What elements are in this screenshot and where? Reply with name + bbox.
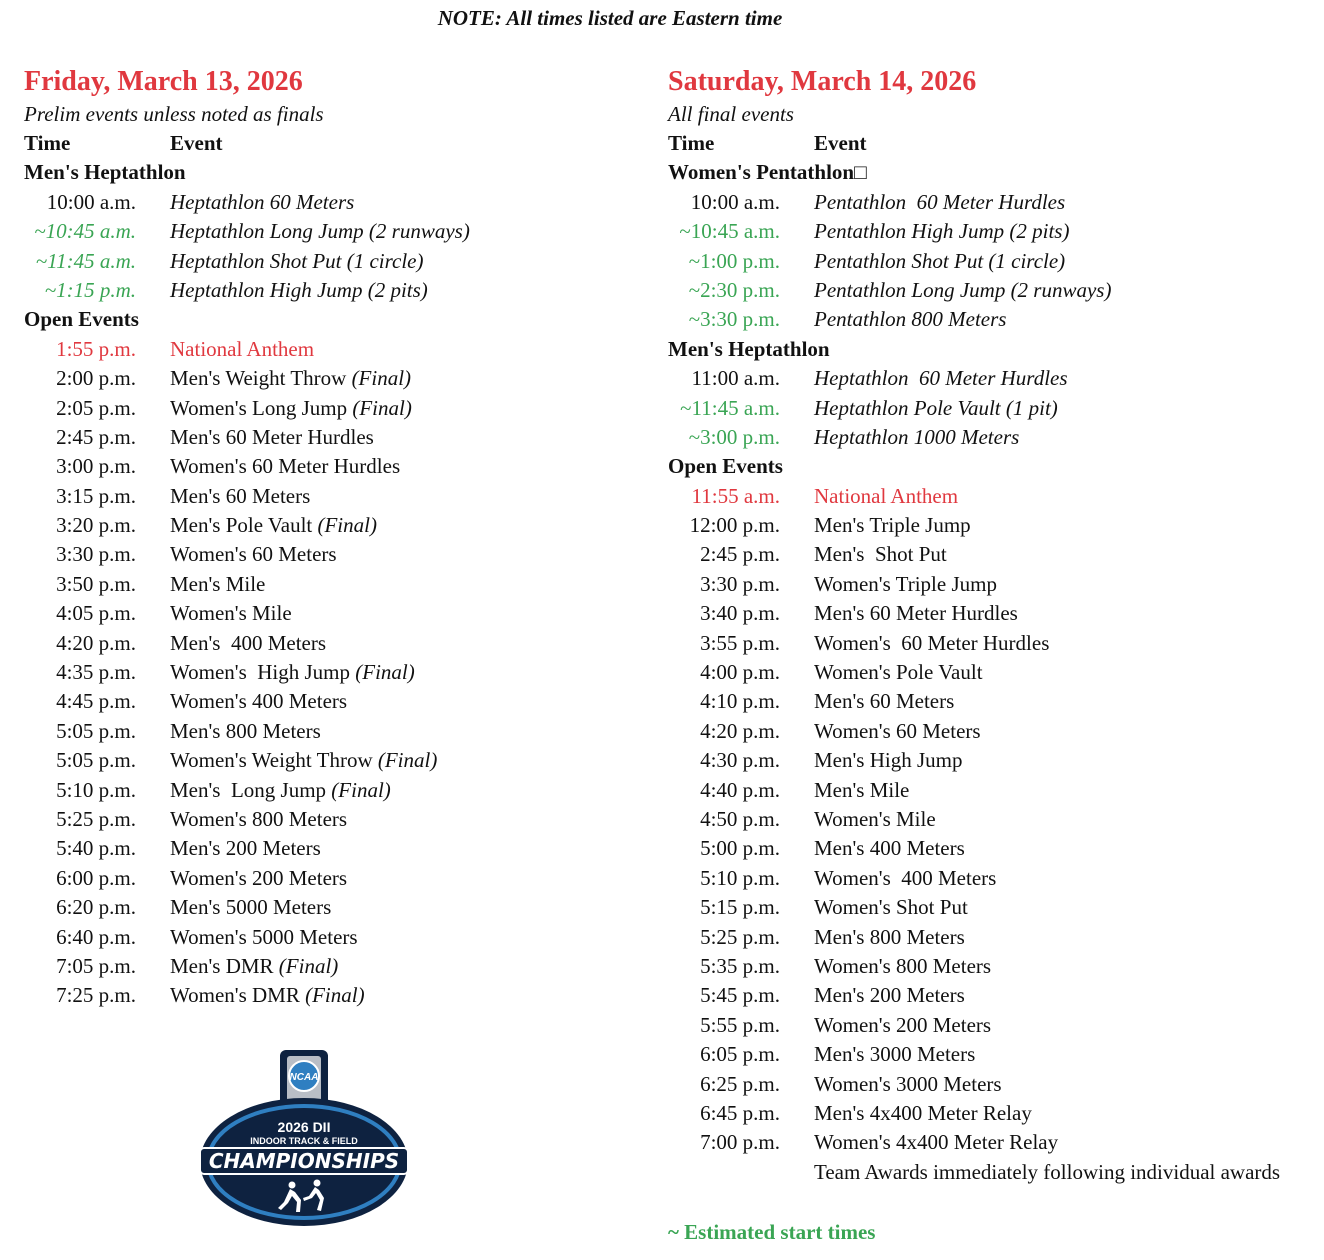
event-time: 5:35 p.m. (700, 953, 780, 978)
schedule-row (668, 482, 1318, 511)
event-title: Pentathlon 800 Meters (814, 307, 1007, 332)
event-name (814, 952, 991, 981)
schedule-row (24, 217, 624, 246)
schedule-row (668, 1158, 1318, 1187)
event-time: 3:30 p.m. (700, 571, 780, 596)
friday-event-list (24, 158, 624, 1010)
event-name (814, 981, 965, 1010)
event-title: Women's Pole Vault (814, 660, 983, 685)
event-time: ~1:00 p.m. (688, 248, 780, 273)
schedule-row (668, 1040, 1318, 1069)
event-title: Women's 400 Meters (814, 865, 997, 890)
event-time: 4:10 p.m. (700, 689, 780, 714)
event-name (814, 511, 971, 540)
event-title: National Anthem (814, 483, 959, 508)
event-time: 5:15 p.m. (700, 895, 780, 920)
schedule-row (668, 834, 1318, 863)
schedule-row (668, 629, 1318, 658)
schedule-row (24, 570, 624, 599)
event-time: 4:05 p.m. (56, 601, 136, 626)
friday-schedule (24, 64, 624, 1011)
saturday-schedule (668, 64, 1318, 1187)
schedule-row (668, 1099, 1318, 1128)
final-label: (Final) (278, 953, 339, 978)
schedule-row (24, 394, 624, 423)
schedule-row (668, 247, 1318, 276)
event-name (170, 687, 347, 716)
event-title: Women's 60 Meter Hurdles (814, 630, 1050, 655)
schedule-row (668, 658, 1318, 687)
event-title: Men's 60 Meter Hurdles (170, 424, 374, 449)
event-title: Men's Weight Throw (170, 366, 347, 391)
schedule-row (668, 217, 1318, 246)
event-name (170, 923, 358, 952)
event-time: 5:05 p.m. (56, 748, 136, 773)
schedule-row (668, 1011, 1318, 1040)
time-header: Time (24, 131, 71, 155)
event-title: Men's 4x400 Meter Relay (814, 1100, 1032, 1125)
schedule-row (24, 540, 624, 569)
event-name (170, 629, 326, 658)
schedule-row (668, 687, 1318, 716)
event-name (170, 658, 415, 687)
event-title: Heptathlon Long Jump (2 runways) (170, 219, 470, 244)
final-label: (Final) (351, 366, 412, 391)
event-name (814, 746, 962, 775)
event-title: Heptathlon 1000 Meters (814, 424, 1020, 449)
schedule-row (24, 247, 624, 276)
event-title: Women's 60 Meters (170, 542, 337, 567)
event-name (814, 1099, 1032, 1128)
schedule-row (668, 1128, 1318, 1157)
event-time: ~10:45 a.m. (679, 219, 780, 244)
event-time: 2:45 p.m. (56, 424, 136, 449)
event-name (814, 540, 947, 569)
schedule-row (668, 188, 1318, 217)
event-name (170, 452, 400, 481)
event-title: Heptathlon Shot Put (1 circle) (170, 248, 424, 273)
event-time: ~3:00 p.m. (688, 424, 780, 449)
schedule-row (668, 305, 1318, 334)
event-time: 2:00 p.m. (56, 366, 136, 391)
event-time (668, 1158, 814, 1187)
event-time: 6:00 p.m. (56, 865, 136, 890)
final-label: (Final) (355, 660, 415, 685)
event-time: 4:20 p.m. (56, 630, 136, 655)
event-title: Men's 200 Meters (170, 836, 321, 861)
event-title: Men's 60 Meters (814, 689, 955, 714)
schedule-row (668, 394, 1318, 423)
event-title: Women's Mile (170, 601, 292, 626)
event-title: Women's Triple Jump (814, 571, 997, 596)
event-name (170, 570, 265, 599)
event-name (170, 394, 412, 423)
event-time: 7:25 p.m. (56, 983, 136, 1008)
event-name (170, 217, 470, 246)
schedule-row (24, 834, 624, 863)
event-time: 2:05 p.m. (56, 395, 136, 420)
event-name (170, 540, 337, 569)
event-title: Men's DMR (170, 953, 274, 978)
event-name (814, 717, 981, 746)
event-time: 2:45 p.m. (700, 542, 780, 567)
event-title: Women's Long Jump (170, 395, 348, 420)
schedule-row (24, 423, 624, 452)
event-time: 11:55 a.m. (691, 483, 780, 508)
schedule-row (668, 364, 1318, 393)
final-label: (Final) (331, 777, 391, 802)
event-time: 5:45 p.m. (700, 983, 780, 1008)
event-name (814, 364, 1068, 393)
logo-subtitle-text: INDOOR TRACK & FIELD (250, 1136, 358, 1146)
event-title: Men's Triple Jump (814, 513, 971, 538)
saturday-title: Saturday, March 14, 2026 (668, 66, 977, 97)
schedule-row (24, 364, 624, 393)
event-title: Men's Long Jump (170, 777, 327, 802)
event-name (170, 893, 331, 922)
schedule-row (24, 717, 624, 746)
event-title: Men's 400 Meters (814, 836, 965, 861)
event-time: 4:40 p.m. (700, 777, 780, 802)
event-title: Women's 60 Meter Hurdles (170, 454, 401, 479)
event-name (814, 1128, 1058, 1157)
event-time: 4:35 p.m. (56, 660, 136, 685)
event-time: 5:10 p.m. (700, 865, 780, 890)
event-name (814, 570, 997, 599)
final-label: (Final) (377, 748, 438, 773)
event-header: Event (170, 131, 223, 155)
schedule-row (24, 452, 624, 481)
event-name (814, 658, 983, 687)
event-name (814, 776, 909, 805)
event-title: Women's Mile (814, 806, 936, 831)
schedule-row (668, 276, 1318, 305)
event-time: 4:50 p.m. (700, 806, 780, 831)
event-title: Women's 4x400 Meter Relay (814, 1130, 1059, 1155)
event-header: Event (814, 131, 867, 155)
schedule-row (668, 776, 1318, 805)
schedule-row (668, 717, 1318, 746)
schedule-row (24, 952, 624, 981)
event-time: 6:45 p.m. (700, 1100, 780, 1125)
schedule-row (668, 981, 1318, 1010)
schedule-row (668, 893, 1318, 922)
event-name (814, 423, 1019, 452)
schedule-row (24, 335, 624, 364)
event-time: 5:05 p.m. (56, 718, 136, 743)
event-name (170, 335, 314, 364)
event-name (814, 217, 1069, 246)
schedule-row (24, 776, 624, 805)
saturday-event-list (668, 158, 1318, 1187)
event-title: Women's 800 Meters (814, 953, 992, 978)
schedule-row (24, 599, 624, 628)
schedule-row (24, 746, 624, 775)
event-name (814, 599, 1018, 628)
championships-logo (196, 1046, 412, 1236)
final-label: (Final) (317, 513, 377, 538)
event-time: 3:30 p.m. (56, 542, 136, 567)
event-time: 7:00 p.m. (700, 1130, 780, 1155)
section-heading: Open Events (24, 307, 139, 332)
event-time: 5:55 p.m. (700, 1012, 780, 1037)
event-title: Women's Weight Throw (170, 748, 373, 773)
event-name (814, 188, 1065, 217)
schedule-row (24, 805, 624, 834)
schedule-row (668, 423, 1318, 452)
event-time: 6:20 p.m. (56, 895, 136, 920)
event-name (814, 1011, 991, 1040)
event-title: Men's Shot Put (814, 542, 947, 567)
event-title: Women's 5000 Meters (170, 924, 358, 949)
event-title: Men's 5000 Meters (170, 895, 332, 920)
event-title: Men's 800 Meters (170, 718, 321, 743)
event-name (170, 188, 354, 217)
event-name (170, 952, 338, 981)
event-name (170, 364, 411, 393)
logo-championships-text: CHAMPIONSHIPS (208, 1149, 400, 1173)
event-time: 4:00 p.m. (700, 660, 780, 685)
event-time: 5:40 p.m. (56, 836, 136, 861)
event-name (170, 776, 391, 805)
saturday-subtitle: All final events (668, 102, 794, 126)
event-name (170, 599, 292, 628)
friday-subtitle: Prelim events unless noted as finals (24, 102, 324, 126)
time-header: Time (668, 131, 715, 155)
event-title: Heptathlon 60 Meter Hurdles (814, 366, 1068, 391)
event-time: 3:50 p.m. (56, 571, 136, 596)
event-name (814, 394, 1058, 423)
event-title: Men's Mile (170, 571, 266, 596)
section-heading: Open Events (668, 454, 783, 479)
event-name (814, 482, 958, 511)
schedule-row (24, 658, 624, 687)
event-time: 4:20 p.m. (700, 718, 780, 743)
schedule-row (668, 1070, 1318, 1099)
event-title: Men's Mile (814, 777, 910, 802)
eastern-time-note: NOTE: All times listed are Eastern time (437, 6, 783, 30)
event-time: ~10:45 a.m. (34, 219, 136, 244)
event-name (170, 717, 321, 746)
event-time: ~2:30 p.m. (688, 277, 780, 302)
schedule-row (24, 923, 624, 952)
schedule-row (24, 511, 624, 540)
section-heading: Men's Heptathlon (24, 160, 186, 185)
event-title: Heptathlon High Jump (2 pits) (170, 277, 428, 302)
event-name (170, 247, 424, 276)
event-title: Men's 3000 Meters (814, 1042, 976, 1067)
event-name (170, 981, 365, 1010)
event-time: ~11:45 a.m. (680, 395, 780, 420)
event-time: 11:00 a.m. (691, 366, 780, 391)
event-name (814, 1040, 975, 1069)
schedule-row (24, 687, 624, 716)
event-title: Men's 400 Meters (170, 630, 327, 655)
event-time: 3:40 p.m. (700, 601, 780, 626)
event-title: Men's 60 Meter Hurdles (814, 601, 1018, 626)
event-name (170, 423, 374, 452)
estimated-times-legend: ~ Estimated start times (668, 1220, 876, 1244)
event-title: Women's Shot Put (814, 895, 968, 920)
event-name (814, 834, 965, 863)
section-heading: Men's Heptathlon (668, 336, 830, 361)
event-time: ~11:45 a.m. (35, 248, 136, 273)
event-name (814, 864, 996, 893)
event-time: 10:00 a.m. (690, 189, 780, 214)
event-time: 5:25 p.m. (56, 806, 136, 831)
schedule-row (24, 482, 624, 511)
schedule-row (668, 923, 1318, 952)
event-title: Men's Pole Vault (170, 513, 313, 538)
event-title: Women's 60 Meters (814, 718, 981, 743)
schedule-row (668, 540, 1318, 569)
event-name (170, 805, 347, 834)
event-name (170, 276, 428, 305)
schedule-row (668, 952, 1318, 981)
event-title: Pentathlon High Jump (2 pits) (814, 219, 1070, 244)
event-title: Heptathlon Pole Vault (1 pit) (814, 395, 1058, 420)
event-title: Men's 200 Meters (814, 983, 965, 1008)
section-heading: Women's Pentathlon□ (668, 160, 867, 185)
event-title: Women's 200 Meters (814, 1012, 992, 1037)
event-title: Women's 400 Meters (170, 689, 348, 714)
event-title: Men's High Jump (814, 748, 963, 773)
event-time: 1:55 p.m. (56, 336, 136, 361)
event-name (814, 923, 965, 952)
event-title: Pentathlon Long Jump (2 runways) (814, 277, 1112, 302)
event-name (814, 687, 954, 716)
logo-year-text: 2026 DII (277, 1119, 331, 1135)
event-title: Team Awards immediately following individual awards (814, 1159, 1281, 1184)
event-name (170, 834, 321, 863)
event-name (814, 247, 1065, 276)
schedule-row (668, 864, 1318, 893)
final-label: (Final) (305, 983, 365, 1008)
event-title: Women's DMR (170, 983, 300, 1008)
event-title: Women's 800 Meters (170, 806, 348, 831)
friday-title: Friday, March 13, 2026 (24, 66, 303, 97)
event-name (170, 511, 377, 540)
event-title: National Anthem (170, 336, 315, 361)
schedule-row (24, 629, 624, 658)
event-name (814, 1158, 1280, 1187)
event-time: 4:30 p.m. (700, 748, 780, 773)
schedule-row (668, 746, 1318, 775)
event-time: 5:10 p.m. (56, 777, 136, 802)
event-time: 12:00 p.m. (689, 513, 780, 538)
final-label: (Final) (352, 395, 412, 420)
event-name (814, 305, 1006, 334)
event-time: 5:00 p.m. (700, 836, 780, 861)
event-title: Women's 200 Meters (170, 865, 348, 890)
event-title: Heptathlon 60 Meters (170, 189, 355, 214)
event-time: 6:05 p.m. (700, 1042, 780, 1067)
schedule-row (668, 599, 1318, 628)
schedule-row (24, 864, 624, 893)
event-time: 3:15 p.m. (56, 483, 136, 508)
event-name (170, 746, 437, 775)
schedule-row (668, 511, 1318, 540)
event-name (814, 805, 936, 834)
event-time: 6:40 p.m. (56, 924, 136, 949)
friday-column-header (24, 129, 624, 158)
schedule-row (668, 805, 1318, 834)
event-time: 3:20 p.m. (56, 513, 136, 538)
schedule-row (24, 276, 624, 305)
event-time: ~1:15 p.m. (44, 277, 136, 302)
event-time: 10:00 a.m. (46, 189, 136, 214)
event-title: Women's 3000 Meters (814, 1071, 1002, 1096)
event-title: Pentathlon 60 Meter Hurdles (814, 189, 1066, 214)
saturday-column-header (668, 129, 1318, 158)
event-time: 3:00 p.m. (56, 454, 136, 479)
event-title: Men's 60 Meters (170, 483, 311, 508)
event-name (170, 864, 347, 893)
event-name (170, 482, 310, 511)
event-time: 6:25 p.m. (700, 1071, 780, 1096)
ncaa-badge-text: NCAA (289, 1072, 319, 1083)
event-name (814, 1070, 1002, 1099)
event-name (814, 893, 968, 922)
schedule-row (24, 188, 624, 217)
schedule-row (668, 570, 1318, 599)
event-time: 5:25 p.m. (700, 924, 780, 949)
event-title: Pentathlon Shot Put (1 circle) (814, 248, 1066, 273)
event-name (814, 629, 1049, 658)
event-title: Men's 800 Meters (814, 924, 965, 949)
schedule-row (24, 981, 624, 1010)
event-title: Women's High Jump (170, 660, 351, 685)
event-time: ~3:30 p.m. (688, 307, 780, 332)
schedule-row (24, 893, 624, 922)
event-time: 4:45 p.m. (56, 689, 136, 714)
event-time: 7:05 p.m. (56, 953, 136, 978)
event-time: 3:55 p.m. (700, 630, 780, 655)
event-name (814, 276, 1111, 305)
